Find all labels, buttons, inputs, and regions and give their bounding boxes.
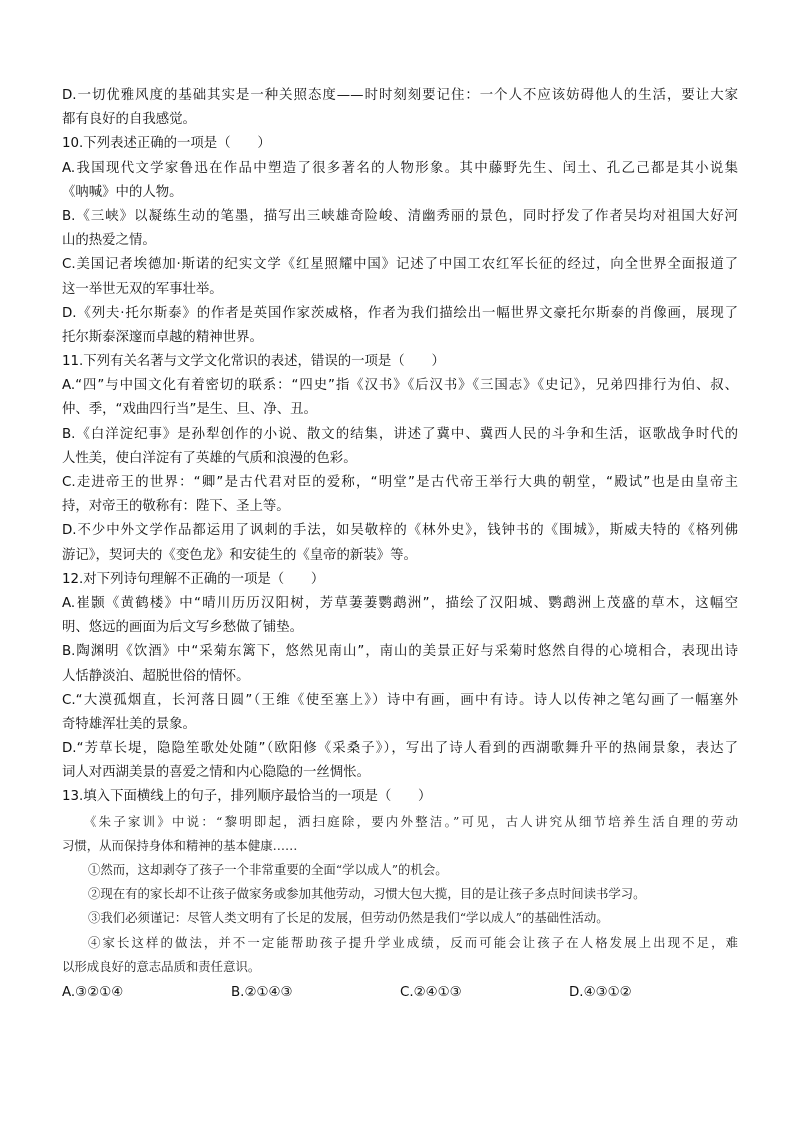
question-11-stem: 11.下列有关名著与文学文化常识的表述，错误的一项是（ ）	[62, 354, 445, 370]
text-line: A.“四”与中国文化有着密切的联系：“四史”指《汉书》《后汉书》《三国志》《史记》，兄弟四排行为伯、叔、	[62, 378, 738, 394]
question-12-stem: 12.对下列诗句理解不正确的一项是（ ）	[62, 571, 325, 587]
text-line: 人性美，使白洋淀有了英雄的气质和浪漫的色彩。	[62, 450, 357, 466]
text-line: 游记》，契诃夫的《变色龙》和安徒生的《皇帝的新装》等。	[62, 547, 417, 563]
answer-options	[62, 981, 738, 1005]
option-b[interactable]: B.②①④③	[231, 984, 293, 1000]
text-line: C.走进帝王的世界：“卿”是古代君对臣的爱称，“明堂”是古代帝王举行大典的朝堂，“殿试”也是由皇帝主	[62, 475, 738, 490]
text-line: A.我国现代文学家鲁迅在作品中塑造了很多著名的人物形象。其中藤野先生、闰土、孔乙己都是其小说集	[62, 160, 738, 176]
text-line: 山的热爱之情。	[62, 233, 156, 249]
question-10-stem: 10.下列表述正确的一项是（ ）	[62, 136, 271, 152]
text-line: C.“大漠孤烟直，长河落日圆”（王维《使至塞上》）诗中有画，画中有诗。诗人以传神之笔勾画了一幅塞外	[62, 692, 738, 708]
questions-block	[62, 84, 738, 810]
text-line: D.《列夫·托尔斯泰》的作者是英国作家茨威格，作者为我们描绘出一幅世界文豪托尔斯泰的肖像画，展现了	[62, 305, 738, 321]
text-line: 《呐喊》中的人物。	[62, 184, 183, 200]
text-line: 都有良好的自我感觉。	[62, 112, 196, 128]
text-line: 这一举世无双的军事壮举。	[62, 281, 223, 297]
option-c[interactable]: C.②④①③	[400, 984, 462, 1000]
text-line: B.陶渊明《饮酒》中“采菊东篱下，悠然见南山”，南山的美景正好与采菊时悠然自得的心境相合，表现出诗	[62, 644, 738, 660]
text-line: A.崔颢《黄鹤楼》中“晴川历历汉阳树，芳草萋萋鹦鹉洲”，描绘了汉阳城、鹦鹉洲上茂盛的草木，这幅空	[62, 595, 738, 611]
passage-sentence-2: ②现在有的家长却不让孩子做家务或参加其他劳动，习惯大包大揽，目的是让孩子多点时间读书学习。	[88, 886, 646, 902]
passage-line: 习惯，从而保持身体和精神的基本健康……	[62, 837, 298, 853]
exam-page	[62, 84, 738, 1005]
text-line: 持，对帝王的敬称有：陛下、圣上等。	[62, 499, 290, 515]
passage-line: 《朱子家训》中说：“黎明即起，洒扫庭除，要内外整洁。”可见，古人讲究从细节培养生活自理的劳动	[84, 813, 738, 829]
text-line: 人恬静淡泊、超脱世俗的情怀。	[62, 668, 250, 684]
text-line: 词人对西湖美景的喜爱之情和内心隐隐的一丝惆怅。	[62, 765, 370, 781]
passage-sentence-3: ③我们必须谨记：尽管人类文明有了长足的发展，但劳动仍然是我们“学以成人”的基础性活动。	[88, 910, 609, 926]
text-line: 仲、季，“戏曲四行当”是生、旦、净、丑。	[62, 402, 317, 418]
passage-line: 以形成良好的意志品质和责任意识。	[62, 958, 261, 974]
text-line: 托尔斯泰深邃而卓越的精神世界。	[62, 329, 263, 345]
passage-sentence-4: ④家长这样的做法，并不一定能帮助孩子提升学业成绩，反而可能会让孩子在人格发展上出现不足，难	[88, 934, 738, 950]
text-line: B.《三峡》以凝练生动的笔墨，描写出三峡雄奇险峻、清幽秀丽的景色，同时抒发了作者吴均对祖国大好河	[62, 208, 738, 224]
text-line: D.“芳草长堤，隐隐笙歌处处随”（欧阳修《采桑子》），写出了诗人看到的西湖歌舞升平的热闹景象，表达了	[62, 741, 738, 757]
text-line: 明、悠远的画面为后文写乡愁做了铺垫。	[62, 620, 304, 636]
question-13-stem: 13.填入下面横线上的句子，排列顺序最恰当的一项是（ ）	[62, 789, 432, 805]
text-line: D.不少中外文学作品都运用了讽刺的手法，如吴敬梓的《林外史》，钱钟书的《围城》，斯威夫特的《格列佛	[62, 523, 738, 539]
text-line: D.一切优雅风度的基础其实是一种关照态度——时时刻刻要记住：一个人不应该妨碍他人的生活，要让大家	[62, 88, 738, 103]
reading-passage	[62, 810, 738, 979]
text-line: B.《白洋淀纪事》是孙犁创作的小说、散文的结集，讲述了冀中、冀西人民的斗争和生活，讴歌战争时代的	[62, 426, 738, 442]
text-line: 奇特雄浑壮美的景象。	[62, 716, 196, 732]
option-d[interactable]: D.④③①②	[569, 984, 632, 1000]
passage-sentence-1: ①然而，这却剥夺了孩子一个非常重要的全面“学以成人”的机会。	[88, 862, 448, 877]
option-a[interactable]: A.③②①④	[62, 984, 124, 1000]
text-line: C.美国记者埃德加·斯诺的纪实文学《红星照耀中国》记述了中国工农红军长征的经过，向全世界全面报道了	[62, 257, 738, 273]
